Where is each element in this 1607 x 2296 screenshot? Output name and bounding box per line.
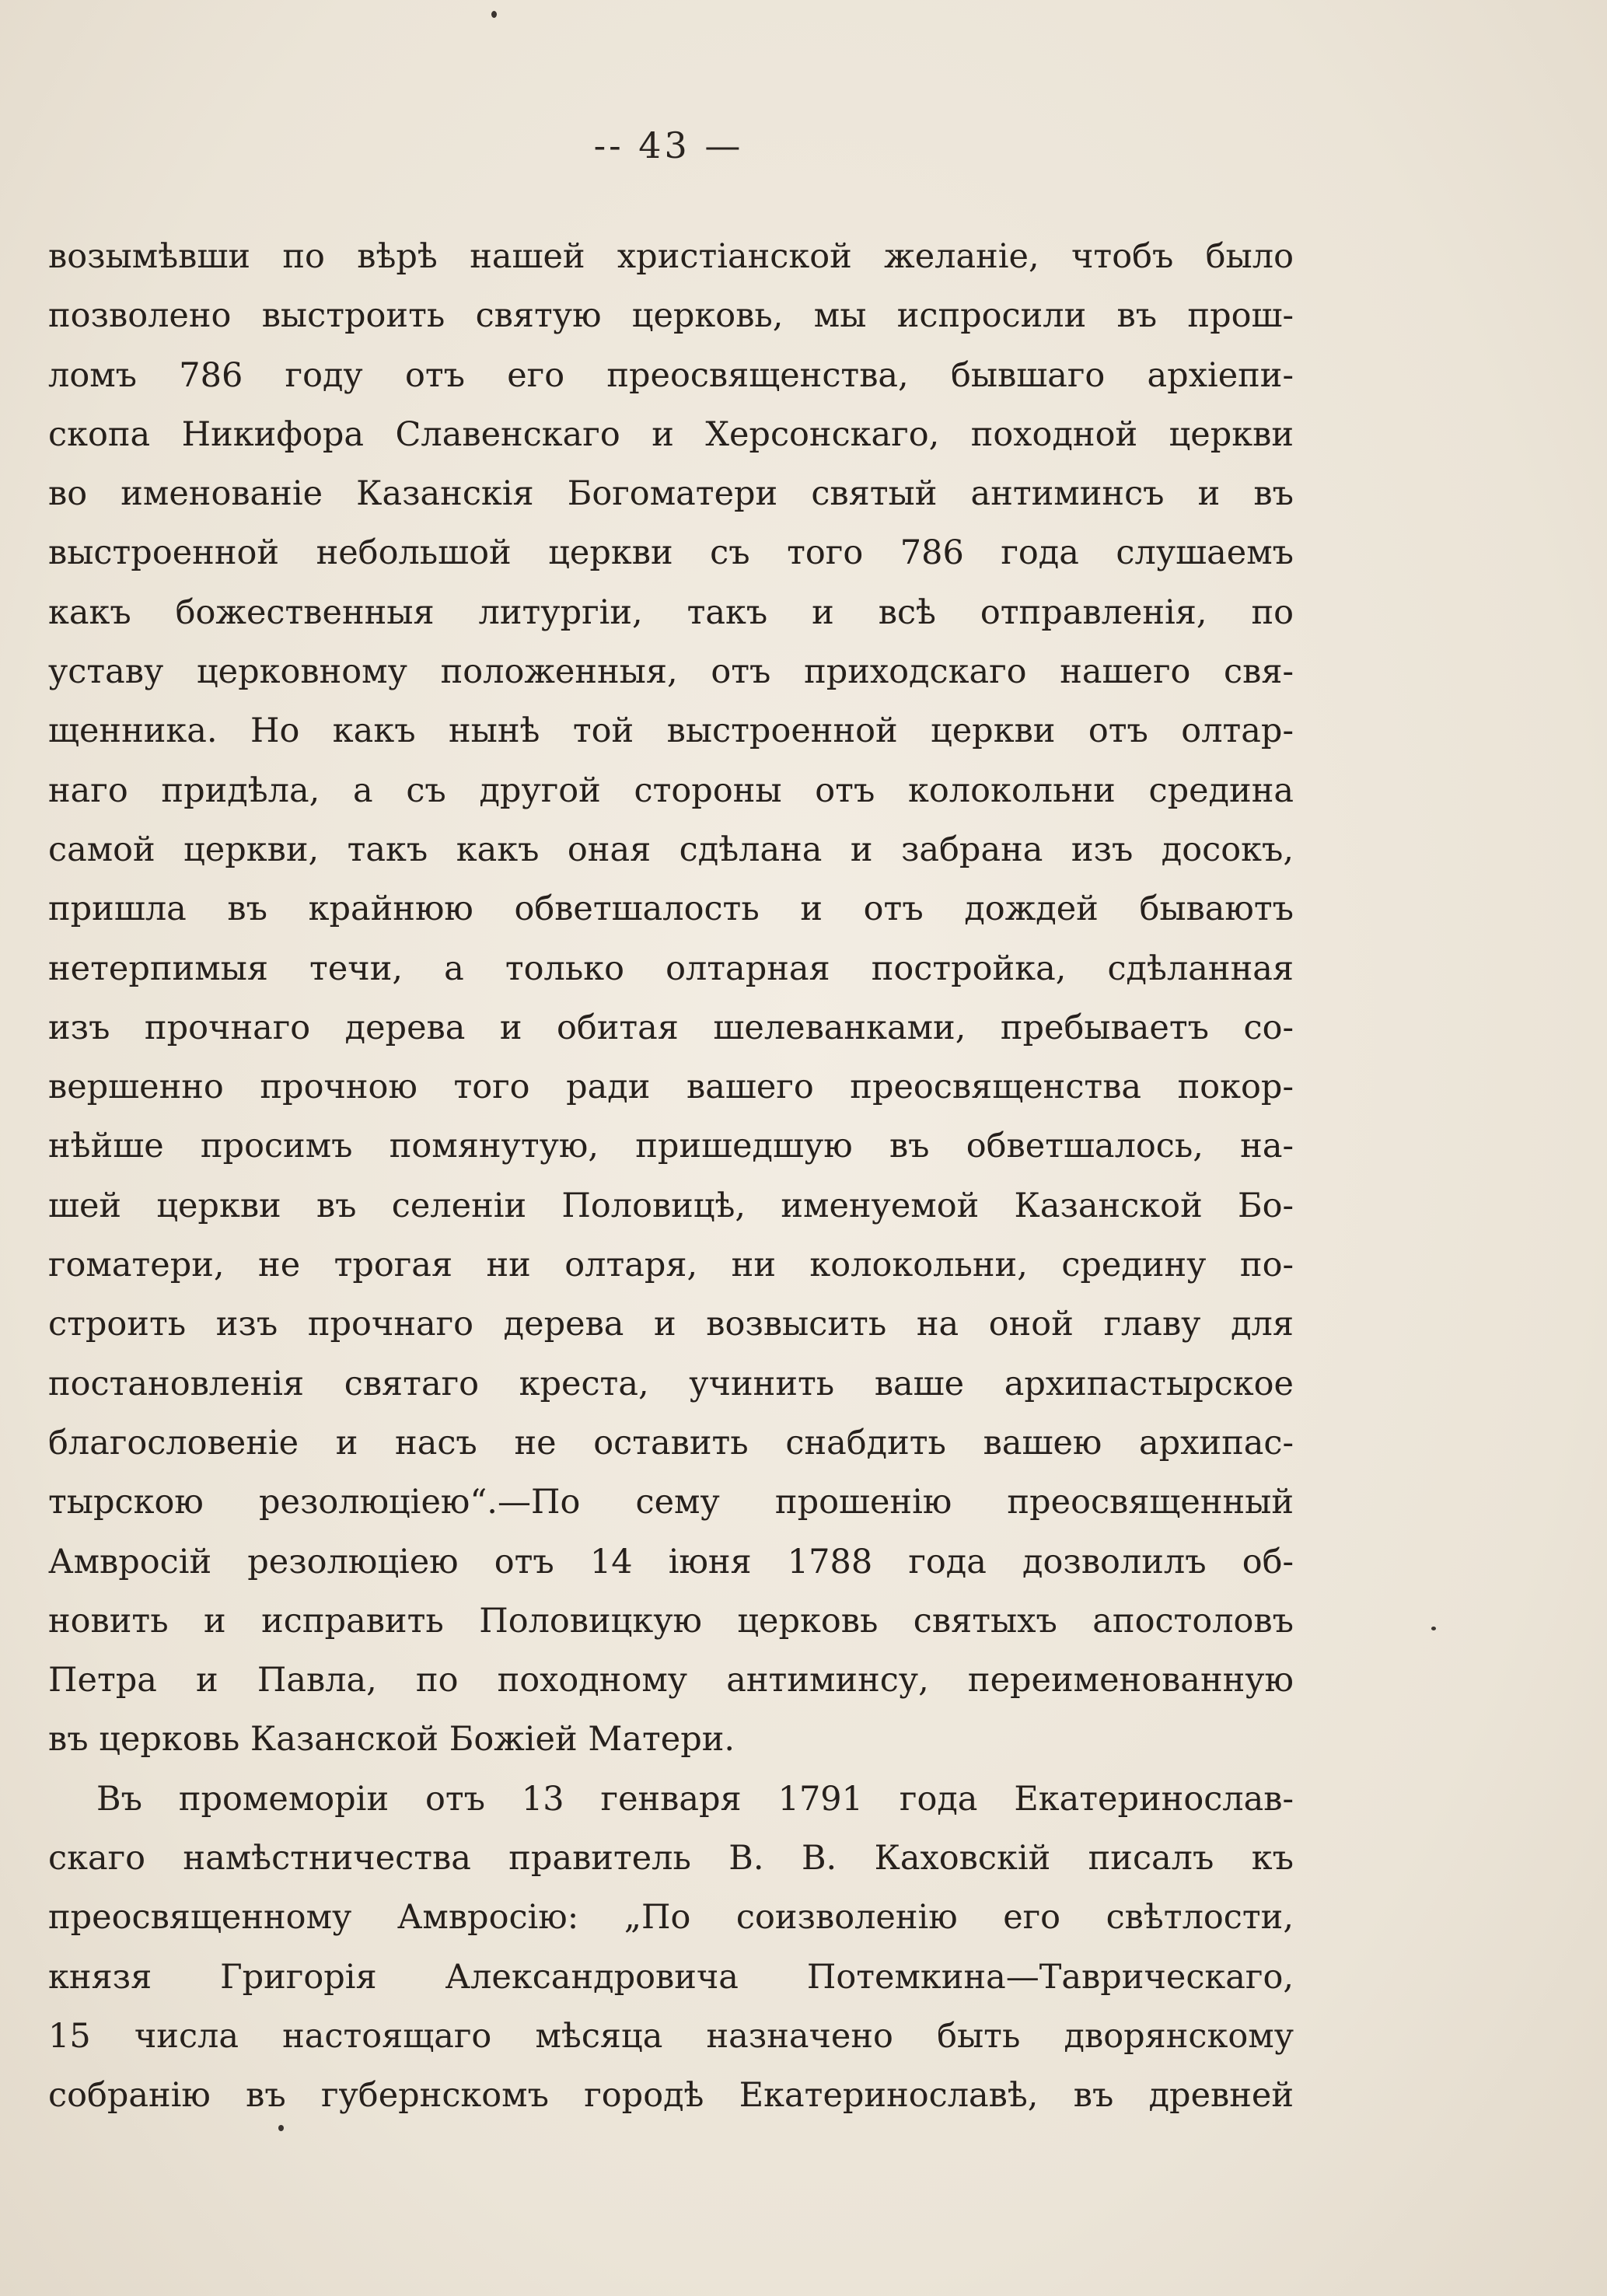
text-line: строить изъ прочнаго дерева и возвысить на оной главу для (48, 1305, 1294, 1344)
text-line: уставу церковному положенныя, отъ приходскаго нашего свя- (48, 652, 1294, 692)
text-line: скаго намѣстничества правитель В. В. Каховскій писалъ къ (48, 1839, 1294, 1878)
text-line: щенника. Но какъ нынѣ той выстроенной церкви отъ олтар- (48, 711, 1294, 751)
text-line: князя Григорія Александровича Потемкина—Таврическаго, (48, 1957, 1294, 1997)
text-line: Амвросій резолюціею отъ 14 іюня 1788 года дозволилъ об- (48, 1542, 1294, 1581)
text-line: тырскою резолюціею“.—По сему прошенію преосвященный (48, 1483, 1294, 1522)
page-number: -- 43 — (593, 124, 744, 166)
text-line: наго придѣла, а съ другой стороны отъ колокольни средина (48, 771, 1294, 810)
text-line: позволено выстроить святую церковь, мы испросили въ прош- (48, 296, 1294, 336)
text-line: благословеніе и насъ не оставить снабдить вашею архипас- (48, 1423, 1294, 1463)
text-line: самой церкви, такъ какъ оная сдѣлана и забрана изъ досокъ, (48, 830, 1294, 869)
text-line: нѣйше просимъ помянутую, пришедшую въ обветшалось, на- (48, 1127, 1294, 1166)
text-line: изъ прочнаго дерева и обитая шелеванками, пребываетъ со- (48, 1008, 1294, 1047)
text-line: въ церковь Казанской Божіей Матери. (48, 1720, 735, 1760)
text-line: преосвященному Амвросію: „По соизволенію его свѣтлости, (48, 1898, 1294, 1938)
text-line: во именованіе Казанскія Богоматери святый антиминсъ и въ (48, 474, 1294, 514)
text-line: нетерпимыя течи, а только олтарная постройка, сдѣланная (48, 949, 1294, 988)
text-line: 15 числа настоящаго мѣсяца назначено быть дворянскому (48, 2016, 1294, 2056)
body-text (48, 227, 1294, 2126)
ink-speck (1431, 1627, 1436, 1630)
ink-speck (278, 2125, 284, 2131)
text-line: ломъ 786 году отъ его преосвященства, бывшаго архіепи- (48, 355, 1294, 395)
text-line: Въ промеморіи отъ 13 генваря 1791 года Екатеринослав- (96, 1779, 1294, 1819)
text-line: пришла въ крайнюю обветшалость и отъ дождей бываютъ (48, 889, 1294, 929)
text-line: выстроенной небольшой церкви съ того 786 года слушаемъ (48, 533, 1294, 573)
text-line: собранію въ губернскомъ городѣ Екатеринославѣ, въ древней (48, 2076, 1294, 2116)
text-line: постановленія святаго креста, учинить ваше архипастырское (48, 1364, 1294, 1403)
paragraph-1 (48, 227, 1294, 1770)
text-line: Петра и Павла, по походному антиминсу, переименованную (48, 1661, 1294, 1700)
text-line: шей церкви въ селеніи Половицѣ, именуемой Казанской Бо- (48, 1186, 1294, 1225)
text-line: гоматери, не трогая ни олтаря, ни колокольни, средину по- (48, 1246, 1294, 1285)
paragraph-2 (48, 1770, 1294, 2126)
text-line: какъ божественныя литургіи, такъ и всѣ отправленія, по (48, 592, 1294, 632)
text-line: скопа Никифора Славенскаго и Херсонскаго, походной церкви (48, 414, 1294, 454)
text-line: новить и исправить Половицкую церковь святыхъ апостоловъ (48, 1601, 1294, 1641)
ink-speck (491, 11, 497, 18)
text-line: вершенно прочною того ради вашего преосвященства покор- (48, 1068, 1294, 1107)
text-line: возымѣвши по вѣрѣ нашей христіанской желаніе, чтобъ было (48, 237, 1294, 276)
